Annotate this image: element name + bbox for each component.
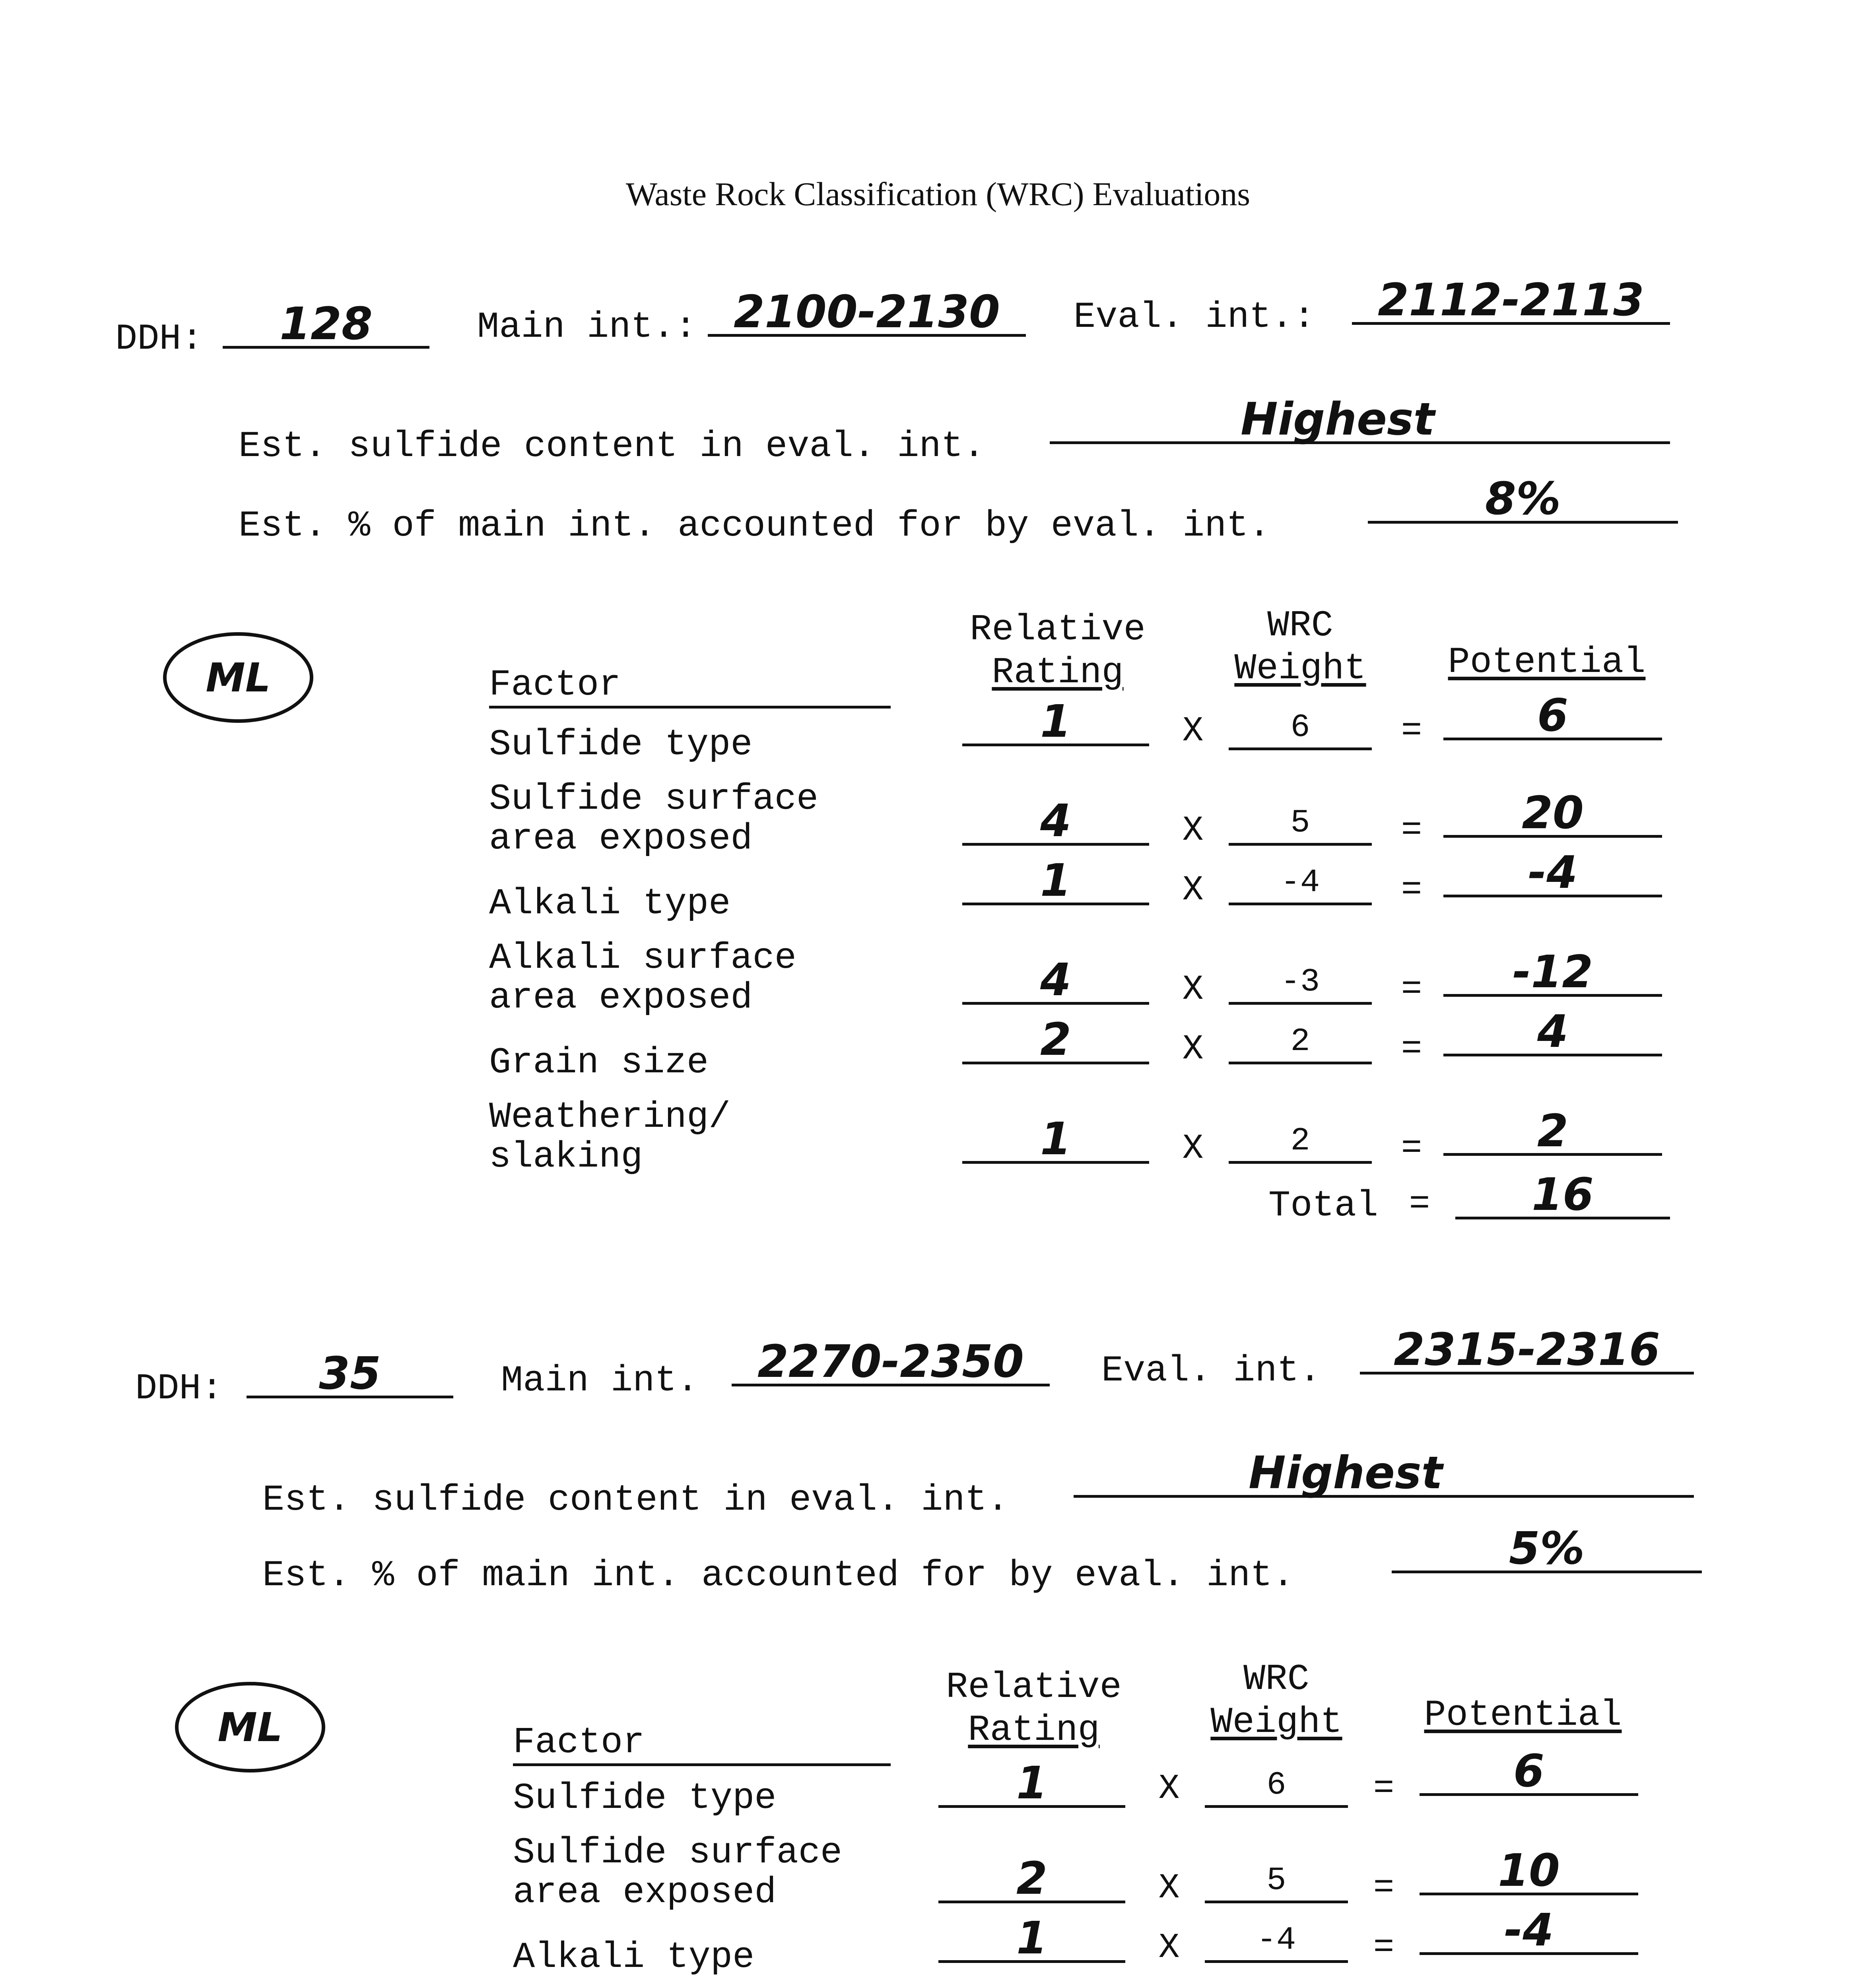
ddh-label: DDH:	[135, 1368, 223, 1409]
ddh-label: DDH:	[115, 318, 203, 360]
pct-main-label: Est. % of main int. accounted for by eval. int.	[239, 505, 1270, 547]
pct-main-value: 5%	[1509, 1523, 1585, 1574]
col-potential-header	[1435, 641, 1658, 684]
ddh-value-field	[247, 1348, 453, 1400]
eval-int-value: 2112-2113	[1378, 274, 1644, 326]
circled-text: ML	[218, 1704, 283, 1751]
rating-field: 1	[938, 1761, 1125, 1808]
relative-text: Relative	[970, 609, 1146, 650]
equals-sign: =	[1401, 1030, 1422, 1069]
sulfide-content-value: Highest	[1249, 1447, 1443, 1499]
pct-main-value: 8%	[1485, 473, 1561, 525]
main-int-value: 2270-2350	[757, 1336, 1024, 1388]
factor-alkali-type: Alkali type	[489, 883, 731, 924]
equals-sign: =	[1401, 871, 1422, 910]
rating-field: 1	[962, 1117, 1149, 1164]
times-sign: X	[1182, 970, 1204, 1010]
factor-sulfide-type: Sulfide type	[489, 724, 753, 765]
times-sign: X	[1182, 871, 1204, 910]
weight-field: 2	[1229, 1117, 1372, 1164]
wrc-text: WRC	[1267, 605, 1333, 646]
factor-grain-size: Grain size	[489, 1042, 709, 1083]
col-potential-header	[1412, 1694, 1634, 1737]
factor-weathering: Weathering/ slaking	[489, 1096, 731, 1178]
main-int-field	[732, 1336, 1050, 1388]
rating-field: 2	[962, 1018, 1149, 1064]
weight-field: 6	[1229, 704, 1372, 750]
potential-field: 20	[1443, 791, 1662, 838]
circled-annotation	[175, 1682, 325, 1773]
rating-field: 2	[938, 1857, 1125, 1903]
equals-sign: =	[1373, 1769, 1394, 1809]
total-label: Total	[1268, 1185, 1379, 1227]
equals-sign: =	[1401, 1129, 1422, 1169]
ddh-value-field	[223, 298, 429, 350]
eval-int-field	[1352, 274, 1670, 326]
times-sign: X	[1158, 1769, 1180, 1809]
rating-text: Rating	[992, 652, 1124, 693]
weight-field: 5	[1229, 799, 1372, 846]
sulfide-content-label: Est. sulfide content in eval. int.	[239, 425, 985, 467]
eval-int-field	[1360, 1324, 1694, 1376]
main-int-value: 2100-2130	[734, 286, 1000, 338]
rating-field: 4	[962, 799, 1149, 846]
factor-sulfide-surface: Sulfide surface area exposed	[513, 1832, 843, 1913]
potential-field: 6	[1443, 694, 1662, 740]
weight-field: 6	[1205, 1761, 1348, 1808]
total-field	[1455, 1169, 1670, 1221]
ddh-value: 35	[319, 1348, 381, 1400]
eval-int-value: 2315-2316	[1394, 1324, 1660, 1376]
sulfide-content-field	[1074, 1447, 1694, 1499]
factor-alkali-surface: Alkali surface area exposed	[489, 937, 796, 1019]
pct-main-label: Est. % of main int. accounted for by eval. int.	[262, 1555, 1294, 1596]
factor-alkali-type: Alkali type	[513, 1936, 755, 1978]
potential-text: Potential	[1448, 641, 1646, 683]
times-sign: X	[1182, 1129, 1204, 1169]
factor-sulfide-type: Sulfide type	[513, 1777, 777, 1819]
factor-sulfide-surface: Sulfide surface area exposed	[489, 778, 819, 860]
potential-field: 6	[1420, 1749, 1638, 1796]
equals-sign: =	[1373, 1869, 1394, 1908]
times-sign: X	[1158, 1928, 1180, 1968]
main-int-label: Main int.:	[477, 306, 697, 348]
potential-text: Potential	[1424, 1694, 1622, 1736]
equals-sign: =	[1409, 1185, 1430, 1224]
weight-text: Weight	[1234, 648, 1366, 689]
circled-annotation	[163, 632, 313, 723]
weight-text: Weight	[1210, 1701, 1342, 1743]
total-value: 16	[1532, 1169, 1594, 1221]
relative-text: Relative	[946, 1666, 1122, 1708]
times-sign: X	[1182, 1030, 1204, 1069]
col-rating-header	[922, 1666, 1145, 1752]
potential-field: -4	[1443, 851, 1662, 897]
weight-field: -4	[1205, 1916, 1348, 1963]
times-sign: X	[1182, 712, 1204, 751]
rating-field: 1	[962, 859, 1149, 905]
eval-int-label: Eval. int.	[1101, 1350, 1321, 1392]
rating-field: 1	[962, 700, 1149, 746]
circled-text: ML	[206, 654, 271, 701]
weight-field: -4	[1229, 859, 1372, 905]
equals-sign: =	[1401, 712, 1422, 751]
equals-sign: =	[1401, 811, 1422, 850]
rating-field: 1	[938, 1916, 1125, 1963]
weight-field: -3	[1229, 958, 1372, 1005]
page-title: Waste Rock Classification (WRC) Evaluations	[625, 176, 1251, 213]
col-weight-header	[1217, 604, 1384, 690]
rating-field: 4	[962, 958, 1149, 1005]
potential-field: -4	[1420, 1908, 1638, 1955]
eval-int-label: Eval. int.:	[1074, 296, 1315, 338]
col-factor-header: Factor	[489, 664, 891, 709]
rating-text: Rating	[968, 1709, 1100, 1751]
potential-field: 10	[1420, 1849, 1638, 1895]
col-rating-header	[946, 608, 1169, 694]
pct-main-field	[1392, 1523, 1702, 1574]
col-weight-header	[1193, 1658, 1360, 1744]
potential-field: 2	[1443, 1109, 1662, 1156]
main-int-label: Main int.	[501, 1360, 699, 1402]
pct-main-field	[1368, 473, 1678, 525]
sulfide-content-label: Est. sulfide content in eval. int.	[262, 1479, 1009, 1521]
main-int-field	[708, 286, 1026, 338]
weight-field: 2	[1229, 1018, 1372, 1064]
potential-field: -12	[1443, 950, 1662, 997]
col-factor-header: Factor	[513, 1722, 891, 1766]
potential-field: 4	[1443, 1010, 1662, 1056]
wrc-text: WRC	[1243, 1658, 1309, 1700]
sulfide-content-field	[1050, 394, 1670, 445]
times-sign: X	[1182, 811, 1204, 850]
sulfide-content-value: Highest	[1241, 394, 1435, 445]
equals-sign: =	[1373, 1928, 1394, 1968]
equals-sign: =	[1401, 970, 1422, 1010]
weight-field: 5	[1205, 1857, 1348, 1903]
times-sign: X	[1158, 1869, 1180, 1908]
ddh-value: 128	[280, 298, 373, 350]
